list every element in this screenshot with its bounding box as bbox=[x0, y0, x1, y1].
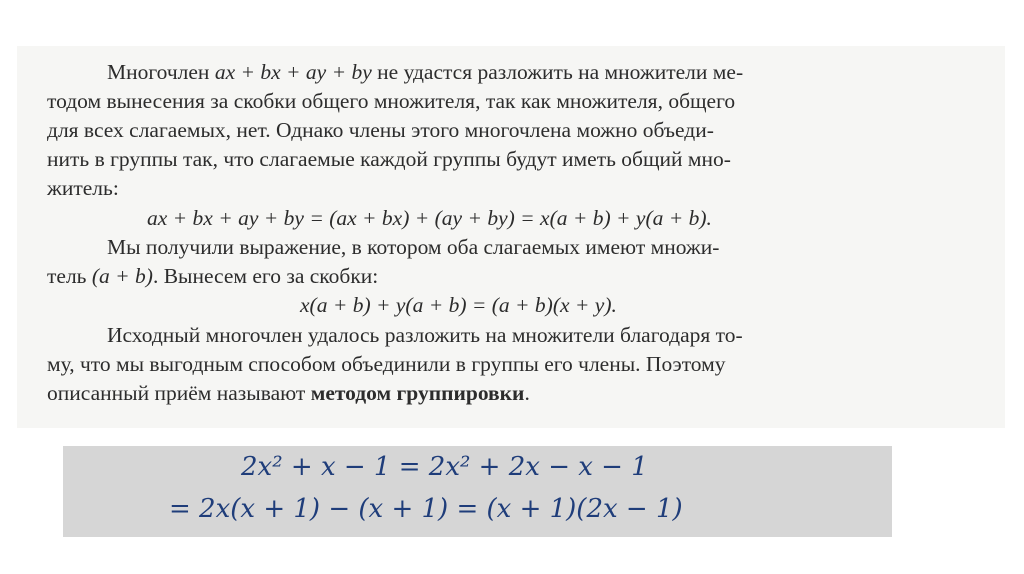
example-line1: 2x² + x − 1 = 2x² + 2x − x − 1 bbox=[241, 452, 648, 482]
paragraph3-line3-end: . bbox=[524, 381, 530, 405]
paragraph1-line3: для всех слагаемых, нет. Однако члены этого многочлена можно объеди- bbox=[47, 118, 714, 142]
paragraph2-line2 bbox=[47, 262, 378, 291]
paragraph2-line2-start: тель bbox=[47, 264, 92, 288]
paragraph1-line1 bbox=[107, 58, 743, 87]
paragraph2-line1: Мы получили выражение, в котором оба слагаемых имеют множи- bbox=[107, 235, 720, 259]
paragraph3-line3-start: описанный приём называют bbox=[47, 381, 311, 405]
paragraph1-line4: нить в группы так, что слагаемые каждой группы будут иметь общий мно- bbox=[47, 147, 731, 171]
method-name: методом группировки bbox=[310, 381, 525, 405]
paragraph3-line2: му, что мы выгодным способом объединили в группы его члены. Поэтому bbox=[47, 352, 726, 376]
paragraph1-line1-end: не удастся разложить на множители ме- bbox=[371, 60, 744, 84]
polynomial-expression: ax + bx + ay + by bbox=[214, 60, 372, 84]
factored-formula: x(a + b) + y(a + b) = (a + b)(x + y). bbox=[300, 293, 617, 317]
paragraph1-line2: тодом вынесения за скобки общего множителя, так как множителя, общего bbox=[47, 89, 736, 113]
example-box bbox=[63, 446, 892, 537]
common-factor: (a + b) bbox=[91, 264, 153, 288]
paragraph3-line3 bbox=[47, 379, 530, 408]
grouping-formula: ax + bx + ay + by = (ax + bx) + (ay + by) = x(a + b) + y(a + b). bbox=[147, 206, 712, 230]
paragraph3-line1: Исходный многочлен удалось разложить на множители благодаря то- bbox=[107, 323, 743, 347]
paragraph2-line2-end: . Вынесем его за скобки: bbox=[152, 264, 379, 288]
paragraph1-line5: житель: bbox=[47, 176, 119, 200]
example-line2: = 2x(x + 1) − (x + 1) = (x + 1)(2x − 1) bbox=[169, 494, 683, 524]
textbook-scan bbox=[17, 46, 1005, 428]
paragraph1-line1-start: Многочлен bbox=[107, 60, 215, 84]
